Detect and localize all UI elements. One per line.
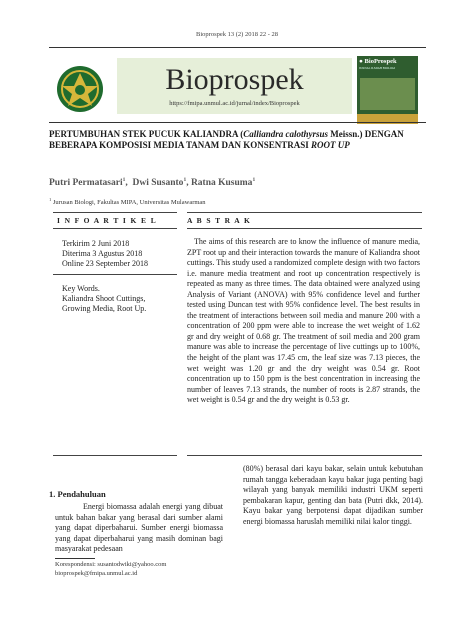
body-text-right-column: (80%) berasal dari kayu bakar, selain untuk kebutuhan rumah tangga keberadaan kayu bakar juga penting bagi wilayah yang banyak memiliki industri UKM seperti pembakaran kapur, genting dan bata (Putri dkk, 2014). Kayu bakar yang berpotensi dapat dijadikan sumber energi biomassa haruslah memiliki nilai kalor tinggi. [243,464,423,526]
journal-email: bioprospek@fmipa.unmul.ac.id [55,569,138,577]
accepted-date: Diterima 3 Agustus 2018 [62,249,143,258]
author-list: Putri Permatasari$^1$, Dwi Susanto$^1$, Ratna Kusuma$^1$ [49,177,256,189]
author-name: Ratna Kusuma [190,178,253,189]
abstract-body: The aims of this research are to know the influence of manure media, ZPT root up and their interaction towards the manure of Kaliandra shoot cuttings. This study used a randomized complete design with two factors i.e. manure media treatment and root up concentration respectively is repeated as many as three times. The data obtained were analyzed using Analysis of Variant (ANOVA) with 95% confidence level and further tested using Duncan test with 95% confidence level. The best results in the treatment of interactions between soil media and manure 200 with a concentration of 200 ppm were able to increase the wet weight of 1.62 gr and dry weight of 0.68 gr. The treatment of soil media and 200 gram manure was able to increase the percentage of live cuttings up to 100%, the height of the plant was 17.45 cm, the leaf size was 7.13 pieces, the wet weight was 1.20 gr and the dry weight was 0.54 gr. Root concentration up to 150 ppm is the best concentration in increasing the number of leaves 7.13 strands, the number of roots is 2.87 strands, the wet weight is 0.54 gr and the dry weight is 0.53 gr. [187,237,420,405]
info-rule-top [53,212,177,213]
author-name: Putri Permatasari [49,178,123,189]
cover-image [360,78,415,110]
title-species: Calliandra calothyrsus [243,129,328,139]
journal-name: Bioprospek [165,63,304,96]
author-name: Dwi Susanto [132,178,184,189]
keywords-block [62,284,174,314]
abstract-rule-mid [187,228,422,229]
author-affiliation-mark: 1 [183,177,187,183]
online-date: Online 23 September 2018 [62,259,148,268]
body-text-left-column: Energi biomassa adalah energi yang dibuat untuk bahan bakar yang berasal dari sumber alami yang dapat diperbaharui. Sumber energi biomassa yang dapat diperbaharui yang masih dominan bagi masyarakat pedesaan [55,502,223,554]
correspondence-footnote [55,561,166,579]
affiliation [49,197,206,206]
keywords-list: Kaliandra Shoot Cuttings, Growing Media, Root Up. [62,294,147,313]
author-affiliation-mark: 1 [122,177,126,183]
header-divider-bottom [49,122,426,123]
cover-title: ● BioProspek [359,58,397,65]
running-header: Bioprospek 13 (2) 2018 22 - 28 [196,31,278,38]
header-divider-top [49,47,426,48]
section-heading: 1. Pendahuluan [49,489,106,499]
keywords-label: Key Words. [62,284,100,293]
article-info-heading: I N F O A R T I K E L [57,216,158,225]
title-part-1: PERTUMBUHAN STEK PUCUK KALIANDRA ( [49,129,244,139]
received-date: Terkirim 2 Juni 2018 [62,239,130,248]
correspondence-line: Korespondensi: susantodwiki@yahoo.com [55,561,167,568]
journal-url[interactable]: https://fmipa.unmul.ac.id/jurnal/index/Bioprospek [169,100,300,107]
article-title [49,129,427,152]
cover-subtitle: JURNAL ILMIAH BIOLOGI [359,66,396,70]
author-affiliation-mark: 1 [252,177,256,183]
info-rule-keywords [53,274,177,275]
affiliation-text: Jurusan Biologi, Fakultas MIPA, Universitas Mulawarman [51,199,206,207]
title-part-3: ROOT UP [311,140,350,151]
info-rule-bottom [53,455,177,456]
abstract-rule-bottom [187,455,422,456]
article-dates [62,239,148,269]
abstract-heading: A B S T R A K [187,216,252,225]
university-logo [53,64,107,114]
info-rule-mid [53,228,177,229]
affiliation-mark: 1 [49,197,52,202]
footnote-divider [55,558,95,559]
title-part-2: Meissn.) DENGAN BEBERAPA KOMPOSISI MEDIA TANAM DAN KONSENTRASI [49,129,404,151]
journal-cover-thumbnail [357,56,418,124]
abstract-rule-top [187,212,422,213]
